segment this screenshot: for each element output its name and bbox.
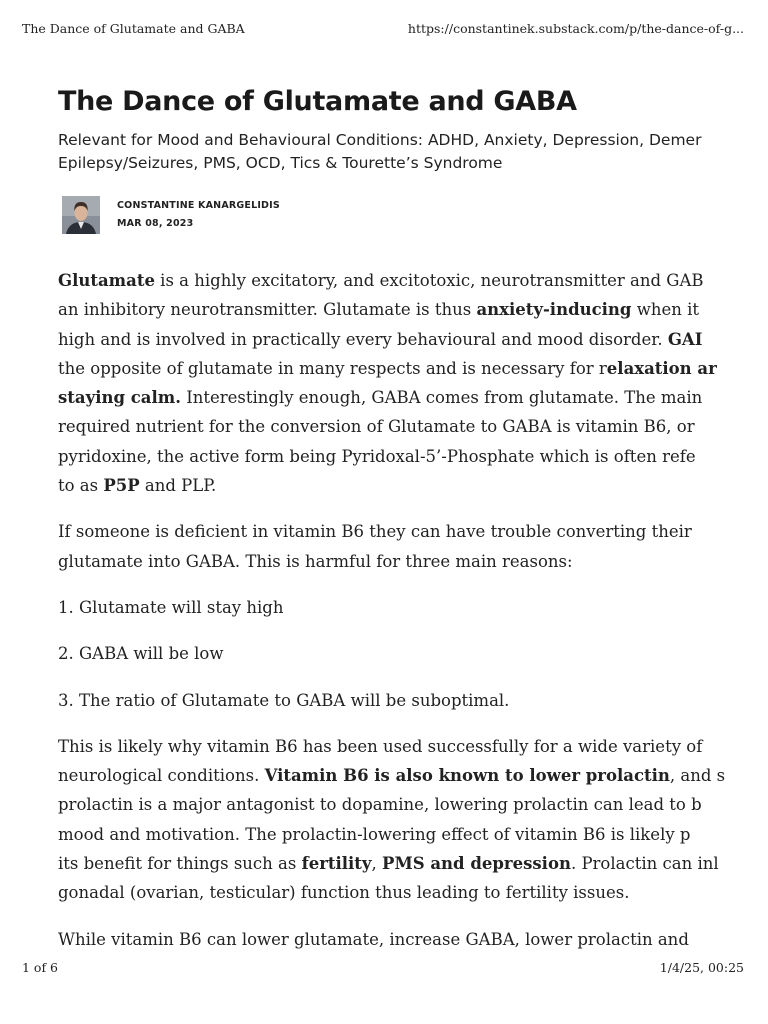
text-run: pyridoxine, the active form being Pyridoxal-5’-Phosphate which is often refe	[58, 446, 696, 466]
text-run: , and s	[669, 766, 726, 786]
text-run: prolactin is a major antagonist to dopamine, lowering prolactin can lead to b	[58, 795, 702, 815]
article-title: The Dance of Glutamate and GABA	[58, 86, 577, 117]
author-meta	[117, 197, 280, 233]
article-body	[58, 266, 726, 954]
author-avatar[interactable]	[62, 196, 100, 234]
bold-term: PMS and depression	[382, 854, 571, 874]
author-photo-icon	[62, 196, 100, 234]
text-run: ,	[371, 854, 383, 874]
author-name[interactable]: CONSTANTINE KANARGELIDIS	[117, 200, 280, 211]
article-subtitle	[58, 129, 710, 175]
bold-term: staying calm.	[58, 388, 181, 408]
text-run: required nutrient for the conversion of Glutamate to GABA is vitamin B6, or	[58, 417, 695, 437]
print-datetime: 1/4/25, 00:25	[659, 960, 744, 975]
paragraph	[58, 517, 710, 576]
bold-term: Glutamate	[58, 271, 155, 290]
paragraph	[58, 925, 710, 954]
article	[58, 84, 726, 960]
text-run: an inhibitory neurotransmitter. Glutamate is thus	[58, 300, 477, 320]
bold-term: elaxation ar	[606, 358, 717, 378]
bold-term: P5P	[103, 476, 140, 496]
text-run: when it	[631, 300, 699, 320]
text-run: mood and motivation. The prolactin-lowering effect of vitamin B6 is likely p	[58, 824, 691, 844]
text-run: is a highly excitatory, and excitotoxic, neurotransmitter and GAB	[154, 271, 704, 290]
print-header	[22, 21, 744, 36]
bold-term: anxiety-inducing	[476, 300, 632, 320]
bold-term: fertility	[301, 854, 372, 874]
text-run: its benefit for things such as	[58, 854, 302, 874]
paragraph	[58, 732, 726, 908]
print-footer	[22, 960, 744, 975]
subtitle-line: Relevant for Mood and Behavioural Conditions: ADHD, Anxiety, Depression, Demer	[58, 131, 702, 149]
bold-term: GAI	[667, 329, 703, 349]
print-header-url: https://constantinek.substack.com/p/the-dance-of-g...	[407, 21, 744, 36]
text-run: While vitamin B6 can lower glutamate, increase GABA, lower prolactin and	[58, 929, 689, 949]
text-run: This is likely why vitamin B6 has been used successfully for a wide variety of	[58, 736, 703, 756]
text-run: Interestingly enough, GABA comes from glutamate. The main	[180, 388, 703, 408]
text-run: gonadal (ovarian, testicular) function thus leading to fertility issues.	[58, 883, 630, 903]
text-run: glutamate into GABA. This is harmful for three main reasons:	[58, 551, 573, 571]
text-run: high and is involved in practically every behavioural and mood disorder.	[58, 329, 668, 349]
text-run: If someone is deficient in vitamin B6 they can have trouble converting their	[58, 522, 692, 542]
print-header-title: The Dance of Glutamate and GABA	[22, 21, 245, 36]
page-number: 1 of 6	[22, 960, 59, 975]
text-run: and PLP.	[139, 476, 217, 496]
list-item: 3. The ratio of Glutamate to GABA will be suboptimal.	[58, 690, 510, 710]
publish-date: MAR 08, 2023	[117, 218, 194, 229]
list-item: 1. Glutamate will stay high	[58, 597, 284, 617]
paragraph	[58, 266, 717, 500]
text-run: neurological conditions.	[58, 766, 265, 786]
text-run: . Prolactin can inl	[570, 854, 719, 874]
subtitle-line: Epilepsy/Seizures, PMS, OCD, Tics & Tourette’s Syndrome	[58, 154, 503, 172]
bold-term: Vitamin B6 is also known to lower prolactin	[264, 766, 670, 786]
list-item: 2. GABA will be low	[58, 644, 224, 664]
text-run: to as	[58, 476, 104, 496]
text-run: the opposite of glutamate in many respects and is necessary for r	[58, 358, 607, 378]
byline	[58, 196, 710, 234]
